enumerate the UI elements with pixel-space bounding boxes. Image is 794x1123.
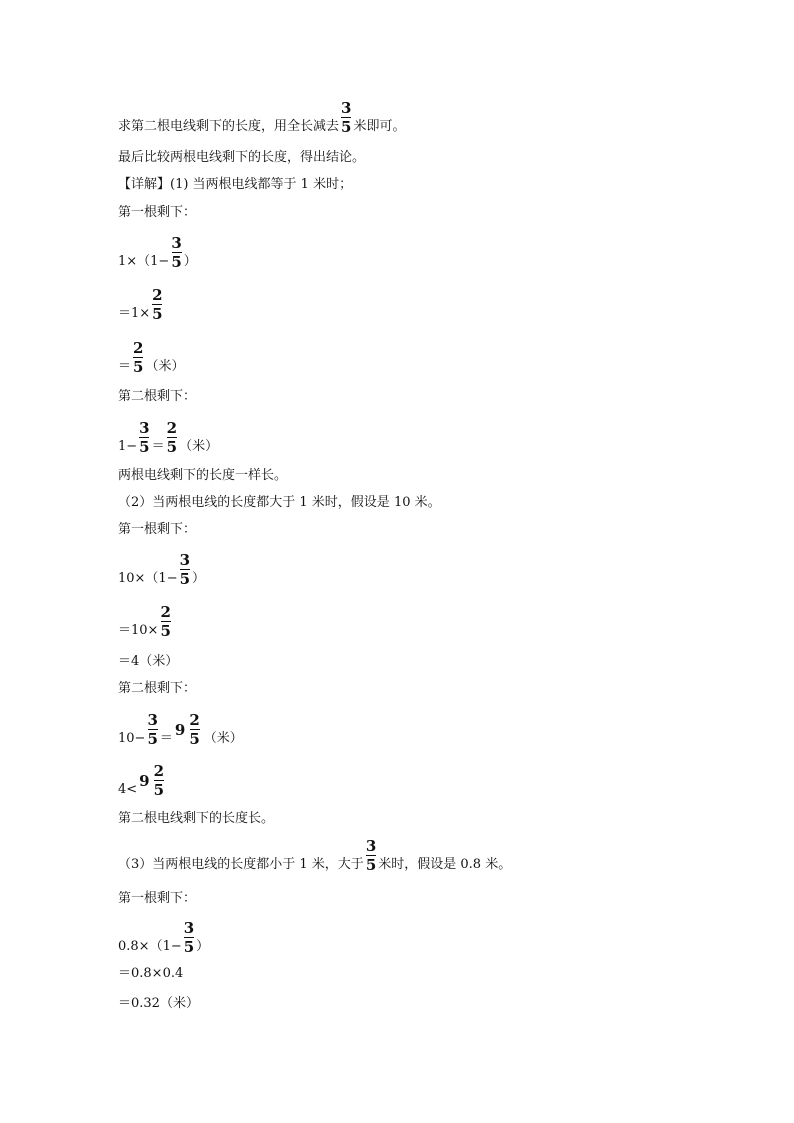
math-line: [118, 920, 209, 955]
fraction: [180, 552, 190, 587]
text-segment: 第一根剩下：: [118, 205, 197, 220]
fraction: [171, 235, 181, 270]
fraction-denominator: 5: [147, 730, 158, 748]
text-segment: 【详解】(1) 当两根电线都等于 1 米时；: [118, 177, 353, 192]
fraction-denominator: 5: [152, 305, 163, 323]
math-line: [118, 235, 197, 270]
mixed-number-whole: 9: [139, 771, 150, 790]
text-segment: 两根电线剩下的长度一样长。: [118, 468, 288, 483]
fraction: [184, 920, 194, 955]
fraction: [139, 420, 149, 455]
math-line: [118, 604, 173, 639]
fraction-numerator: 3: [365, 837, 377, 855]
fraction-numerator: 2: [133, 339, 144, 357]
text-segment: ）: [196, 939, 210, 954]
text-segment: 米即可。: [353, 119, 406, 134]
text-segment: ＝: [118, 359, 132, 374]
text-line: [118, 150, 365, 166]
text-segment: 0.8×（1−: [118, 939, 182, 954]
math-line: [118, 420, 218, 455]
mixed-number: [139, 763, 166, 798]
text-segment: 10−: [118, 731, 146, 746]
fraction-denominator: 5: [341, 118, 352, 136]
mixed-number-whole: 9: [174, 720, 186, 739]
fraction: [147, 712, 157, 747]
fraction-numerator: 2: [152, 286, 163, 304]
text-segment: 第二根电线剩下的长度长。: [118, 811, 275, 826]
fraction: [152, 287, 162, 322]
fraction-denominator: 5: [166, 438, 178, 456]
fraction-numerator: 3: [341, 99, 352, 117]
fraction-denominator: 5: [365, 856, 377, 874]
fraction-denominator: 5: [139, 438, 150, 456]
fraction: [133, 340, 143, 375]
text-segment: ＝4（米）: [118, 654, 179, 669]
text-line: [118, 838, 511, 873]
fraction-denominator: 5: [171, 253, 182, 271]
text-line: [118, 522, 196, 538]
text-segment: （米）: [203, 731, 243, 746]
text-segment: 10×（1−: [118, 571, 178, 586]
fraction: [160, 604, 170, 639]
text-segment: ＝0.8×0.4: [118, 966, 184, 981]
math-line: [118, 340, 184, 375]
text-segment: ＝1×: [118, 306, 151, 321]
text-line: [118, 495, 441, 511]
text-segment: ＝10×: [118, 623, 159, 638]
fraction-numerator: 3: [179, 551, 191, 569]
fraction: [366, 838, 376, 873]
text-segment: 1−: [118, 439, 138, 454]
text-segment: 1×（1−: [118, 254, 170, 269]
fraction-denominator: 5: [133, 358, 144, 376]
text-segment: 求第二根电线剩下的长度，用全长减去: [118, 119, 340, 134]
fraction-numerator: 3: [183, 919, 195, 937]
fraction-numerator: 3: [147, 711, 158, 729]
math-line: [118, 712, 243, 747]
text-line: [118, 100, 405, 135]
fraction: [341, 100, 351, 135]
text-segment: 第一根剩下：: [118, 891, 197, 906]
fraction-numerator: 2: [153, 762, 165, 780]
text-segment: （米）: [179, 439, 219, 454]
text-segment: ）: [183, 254, 197, 269]
text-line: [118, 468, 287, 484]
fraction-numerator: 2: [166, 419, 178, 437]
math-line: [118, 287, 165, 322]
text-line: [118, 681, 196, 697]
text-segment: 4<: [118, 782, 138, 797]
text-line: [118, 966, 183, 982]
fraction-numerator: 2: [189, 711, 200, 729]
fraction: [154, 763, 164, 798]
equals-sign: ＝: [151, 439, 165, 454]
text-segment: 第二根剩下：: [118, 681, 197, 696]
fraction: [167, 420, 177, 455]
text-segment: 最后比较两根电线剩下的长度，得出结论。: [118, 150, 366, 165]
fraction-numerator: 2: [160, 603, 171, 621]
fraction: [189, 712, 199, 747]
text-line: [118, 389, 196, 405]
text-line: [118, 205, 196, 221]
text-segment: 第一根剩下：: [118, 522, 197, 537]
fraction-denominator: 5: [189, 730, 200, 748]
fraction-denominator: 5: [153, 781, 165, 799]
fraction-denominator: 5: [183, 938, 195, 956]
text-segment: ）: [192, 571, 206, 586]
text-line: [118, 811, 274, 827]
mixed-number: [175, 712, 202, 747]
text-segment: ＝0.32（米）: [118, 996, 199, 1011]
equals-sign: ＝: [159, 731, 173, 746]
text-segment: 第二根剩下：: [118, 389, 197, 404]
math-line: [118, 552, 205, 587]
fraction-numerator: 3: [171, 234, 182, 252]
fraction-numerator: 3: [139, 419, 150, 437]
text-line: [118, 654, 178, 670]
text-line: [118, 177, 352, 193]
text-line: [118, 891, 196, 907]
fraction-denominator: 5: [160, 622, 171, 640]
text-segment: 米时，假设是 0.8 米。: [378, 857, 512, 872]
fraction-denominator: 5: [179, 570, 191, 588]
text-line: [118, 996, 199, 1012]
text-segment: （2）当两根电线的长度都大于 1 米时，假设是 10 米。: [118, 495, 441, 510]
text-segment: （3）当两根电线的长度都小于 1 米，大于: [118, 857, 364, 872]
math-line: [118, 763, 168, 798]
text-segment: （米）: [145, 359, 185, 374]
